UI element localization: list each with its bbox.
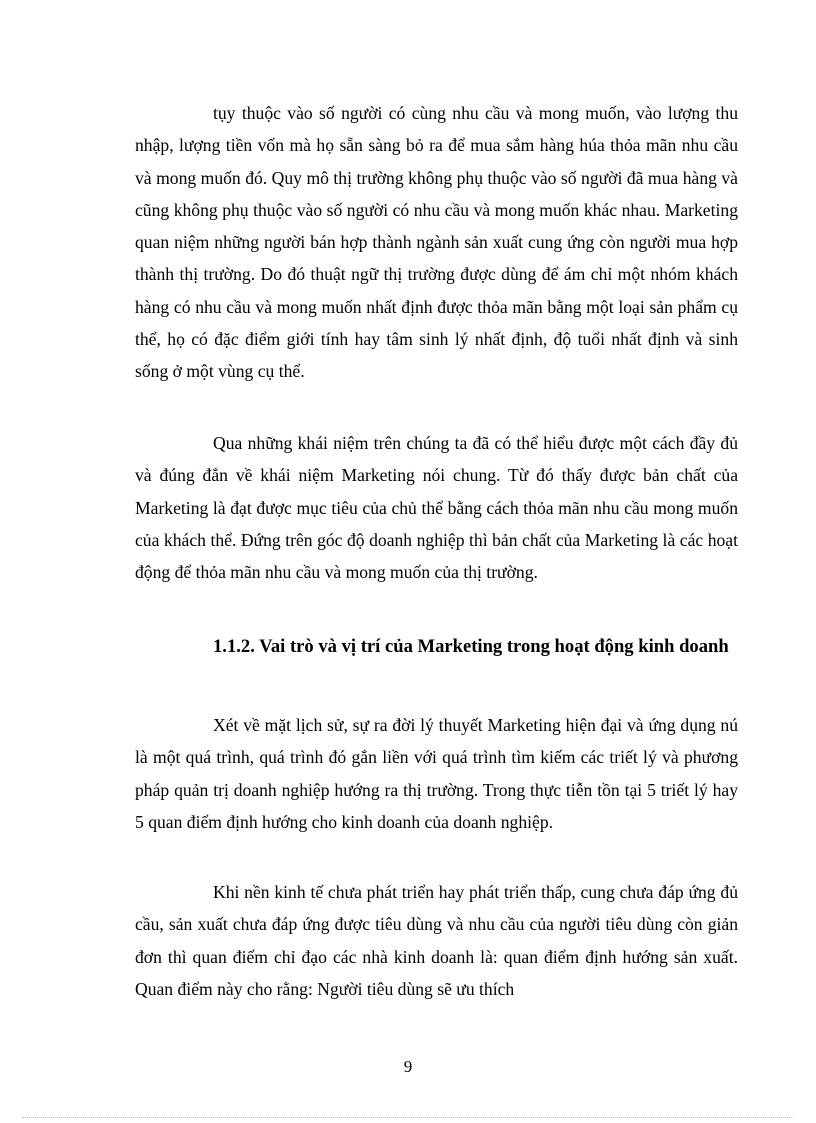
page-number: 9 xyxy=(403,1057,413,1076)
paragraph-text: Khi nền kinh tế chưa phát triển hay phát triển thấp, cung chưa đáp ứng đủ cầu, sản xuất chưa đáp ứng được tiêu dùng và nhu cầu của người tiêu dùng còn giản đơn thì quan điểm chỉ đạo các nhà kinh doanh là: quan điểm định hướng sản xuất. Quan điểm này cho rằng: Người tiêu dùng sẽ ưu thích xyxy=(135,882,738,999)
paragraph-production-orientation xyxy=(135,876,738,1005)
paragraph-text: Qua những khái niệm trên chúng ta đã có thể hiểu được một cách đầy đủ và đúng đắn về khái niệm Marketing nói chung. Từ đó thấy được bản chất của Marketing là đạt được mục tiêu của chủ thể bằng cách thỏa mãn nhu cầu mong muốn của khách thể. Đứng trên góc độ doanh nghiệp thì bản chất của Marketing là các hoạt động để thỏa mãn nhu cầu và mong muốn của thị trường. xyxy=(135,433,738,583)
heading-text: 1.1.2. Vai trò và vị trí của Marketing trong hoạt động kinh doanh xyxy=(213,636,729,657)
paragraph-market-size xyxy=(135,97,738,388)
paragraph-history xyxy=(135,709,738,838)
page-bottom-divider xyxy=(22,1117,794,1118)
paragraph-marketing-essence xyxy=(135,427,738,588)
section-heading xyxy=(135,629,738,664)
paragraph-text: Xét về mặt lịch sử, sự ra đời lý thuyết Marketing hiện đại và ứng dụng nú là một quá trình, quá trình đó gắn liền với quá trình tìm kiếm các triết lý và phương pháp quản trị doanh nghiệp hướng ra thị trường. Trong thực tiễn tồn tại 5 triết lý hay 5 quan điểm định hướng cho kinh doanh của doanh nghiệp. xyxy=(135,715,738,832)
paragraph-text: tụy thuộc vào số người có cùng nhu cầu và mong muốn, vào lượng thu nhập, lượng tiền vốn mà họ sẵn sàng bỏ ra để mua sắm hàng húa thỏa mãn nhu cầu và mong muốn đó. Quy mô thị trường không phụ thuộc vào số người đã mua hàng và cũng không phụ thuộc vào số người có nhu cầu và mong muốn khác nhau. Marketing quan niệm những người bán hợp thành ngành sản xuất cung ứng còn người mua hợp thành thị trường. Do đó thuật ngữ thị trường được dùng để ám chỉ một nhóm khách hàng có nhu cầu và mong muốn nhất định được thỏa mãn bằng một loại sản phẩm cụ thể, họ có đặc điểm giới tính hay tâm sinh lý nhất định, độ tuổi nhất định và sinh sống ở một vùng cụ thể. xyxy=(135,103,738,382)
